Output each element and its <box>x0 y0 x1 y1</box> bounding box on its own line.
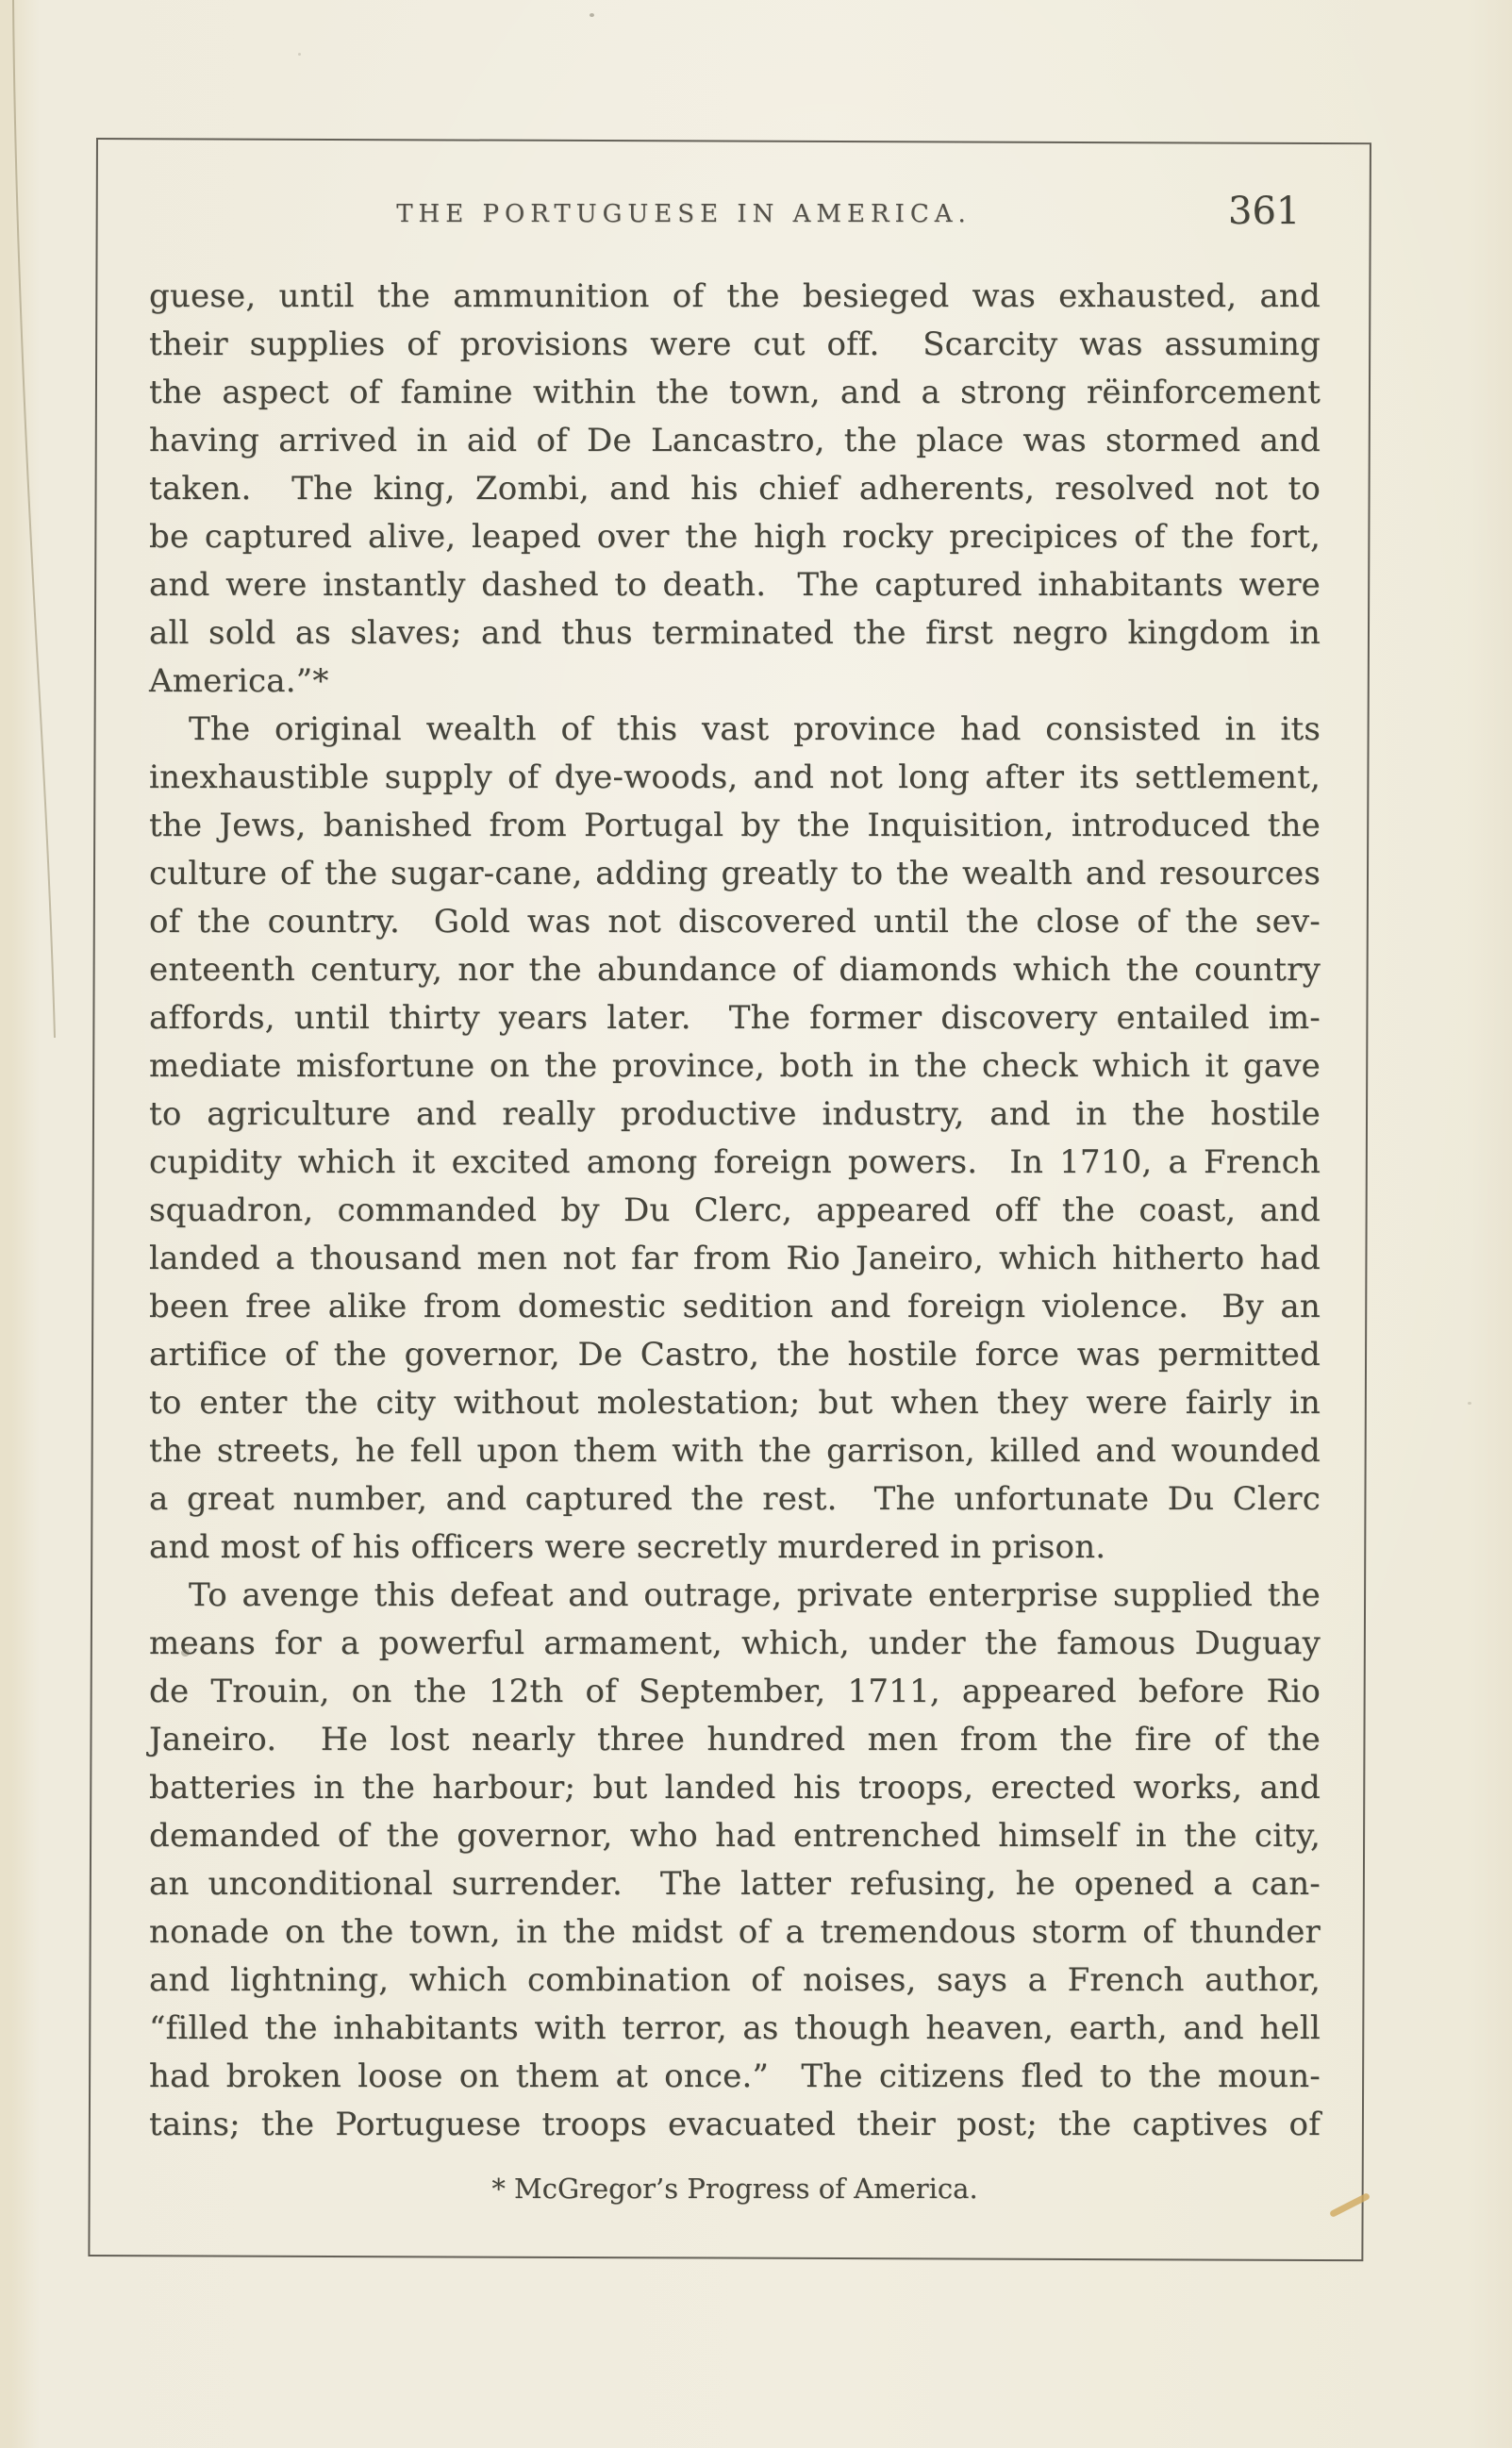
text-line: batteries in the harbour; but landed his troops, erected works, and <box>149 1769 1321 1807</box>
running-title: THE PORTUGUESE IN AMERICA. <box>396 200 972 228</box>
page-edge-curve <box>0 0 85 1038</box>
text-line: artifice of the governor, De Castro, the hostile force was permitted <box>149 1336 1321 1374</box>
text-line: landed a thousand men not far from Rio Janeiro, which hitherto had <box>149 1240 1321 1277</box>
text-line: means for a powerful armament, which, under the famous Duguay <box>149 1624 1321 1662</box>
text-line: an unconditional surrender. The latter refusing, he opened a can- <box>149 1865 1321 1903</box>
text-line: cupidity which it excited among foreign powers. In 1710, a French <box>149 1143 1321 1181</box>
text-line: a great number, and captured the rest. The unfortunate Du Clerc <box>149 1480 1321 1518</box>
text-line: be captured alive, leaped over the high rocky precipices of the fort, <box>149 518 1321 556</box>
text-line: demanded of the governor, who had entrenched himself in the city, <box>149 1817 1321 1855</box>
text-line: to enter the city without molestation; but when they were fairly in <box>149 1384 1321 1422</box>
text-line: and most of his officers were secretly murdered in prison. <box>149 1528 1106 1566</box>
text-line: the streets, he fell upon them with the garrison, killed and wounded <box>149 1432 1321 1470</box>
text-line: been free alike from domestic sedition and foreign violence. By an <box>149 1288 1321 1325</box>
text-line: nonade on the town, in the midst of a tremendous storm of thunder <box>149 1913 1321 1951</box>
dust-speck <box>590 13 594 17</box>
text-line: inexhaustible supply of dye-woods, and not long after its settlement, <box>149 758 1321 796</box>
text-line: enteenth century, nor the abundance of diamonds which the country <box>149 951 1321 989</box>
text-line: “filled the inhabitants with terror, as though heaven, earth, and hell <box>149 2009 1321 2047</box>
text-line: taken. The king, Zombi, and his chief adherents, resolved not to <box>149 470 1321 508</box>
paragraph <box>149 273 1321 706</box>
text-line: de Trouin, on the 12th of September, 1711, appeared before Rio <box>149 1673 1321 1710</box>
dust-speck <box>1468 1402 1471 1405</box>
page-number: 361 <box>1228 190 1301 233</box>
text-line: to agriculture and really productive industry, and in the hostile <box>149 1095 1321 1133</box>
ink-smudge <box>181 1649 190 1657</box>
text-line: and lightning, which combination of noises, says a French author, <box>149 1961 1321 1999</box>
text-line: To avenge this defeat and outrage, private enterprise supplied the <box>189 1576 1321 1614</box>
text-line: the aspect of famine within the town, and a strong rëinforcement <box>149 374 1321 411</box>
footnote: * McGregor’s Progress of America. <box>491 2173 978 2205</box>
text-line: affords, until thirty years later. The former discovery entailed im- <box>149 999 1321 1037</box>
text-line: having arrived in aid of De Lancastro, the place was stormed and <box>149 422 1321 459</box>
text-line: mediate misfortune on the province, both in the check which it gave <box>149 1047 1321 1085</box>
text-line: of the country. Gold was not discovered until the close of the sev- <box>149 903 1321 941</box>
dust-speck <box>298 53 301 56</box>
text-line: had broken loose on them at once.” The citizens fled to the moun- <box>149 2057 1321 2095</box>
text-line: the Jews, banished from Portugal by the Inquisition, introduced the <box>149 807 1321 844</box>
text-column <box>149 273 1321 2149</box>
text-line: America.”* <box>149 662 329 700</box>
text-line: their supplies of provisions were cut off. Scarcity was assuming <box>149 325 1321 363</box>
text-line: squadron, commanded by Du Clerc, appeared off the coast, and <box>149 1191 1321 1229</box>
text-line: Janeiro. He lost nearly three hundred men from the fire of the <box>149 1721 1321 1758</box>
text-line: The original wealth of this vast province had consisted in its <box>189 710 1321 748</box>
text-line: guese, until the ammunition of the besieged was exhausted, and <box>149 277 1321 315</box>
text-line: all sold as slaves; and thus terminated the first negro kingdom in <box>149 614 1321 652</box>
text-line: culture of the sugar-cane, adding greatly to the wealth and resources <box>149 855 1321 892</box>
text-line: and were instantly dashed to death. The captured inhabitants were <box>149 566 1321 604</box>
paragraph <box>149 706 1321 1572</box>
text-line: tains; the Portuguese troops evacuated their post; the captives of <box>149 2106 1321 2143</box>
paragraph <box>149 1572 1321 2149</box>
